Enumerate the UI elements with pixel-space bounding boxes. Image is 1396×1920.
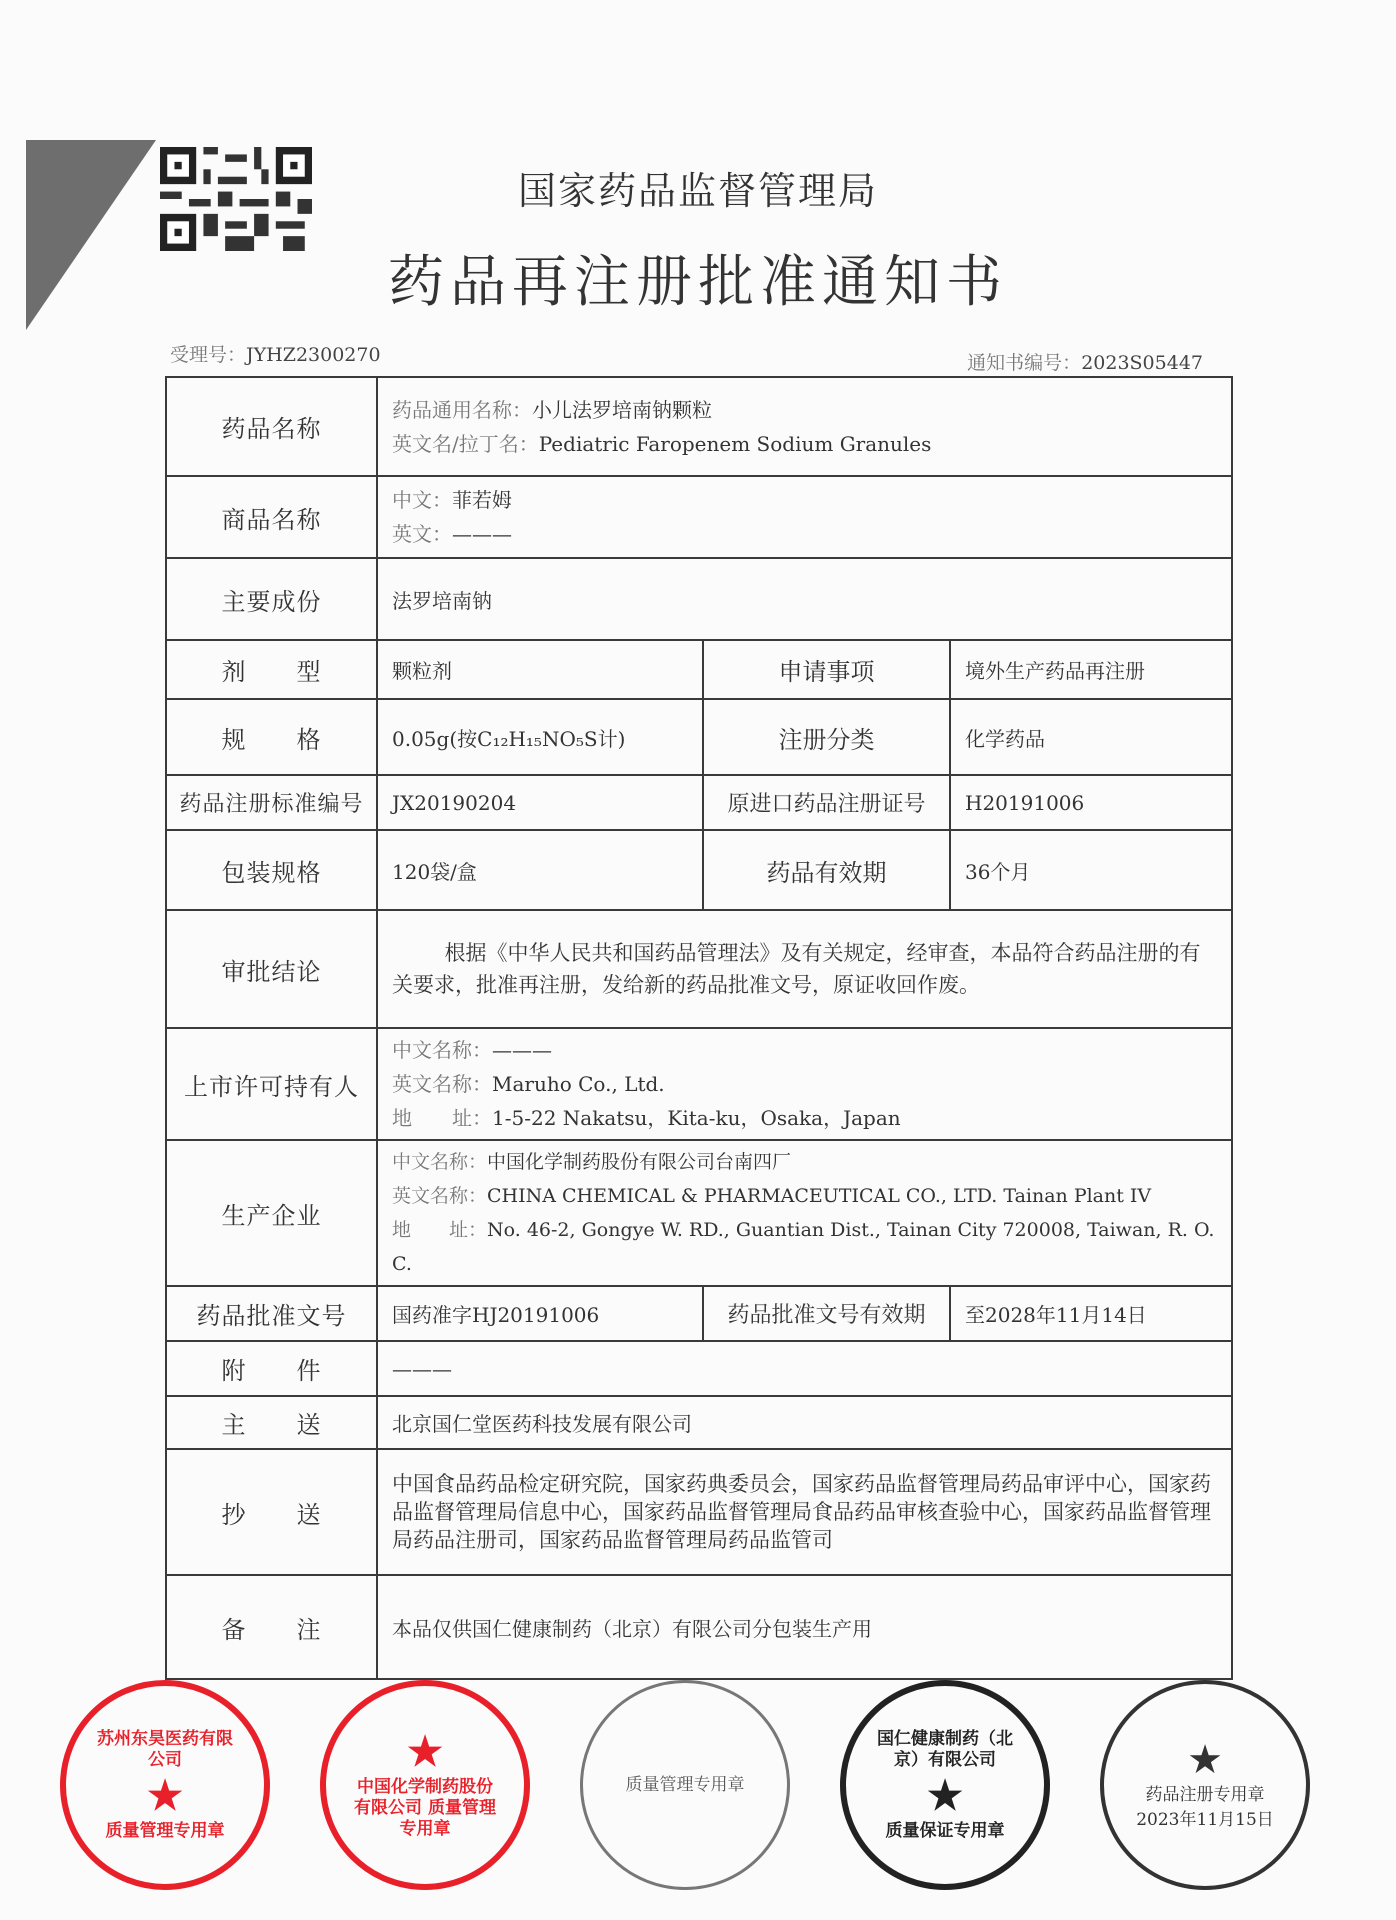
trade-name-cn: 菲若姆 (452, 488, 512, 512)
star-icon: ★ (927, 1771, 963, 1819)
value: 36个月 (950, 830, 1232, 910)
value: 北京国仁堂医药科技发展有限公司 (377, 1396, 1232, 1449)
row-conclusion (166, 910, 1232, 1028)
notice-number (967, 348, 1203, 375)
label: 药品批准文号有效期 (703, 1286, 950, 1341)
row-main-recipient (166, 1396, 1232, 1449)
key: 英文名称： (392, 1185, 488, 1207)
key: 英文名称： (392, 1072, 492, 1096)
star-icon: ★ (407, 1727, 443, 1775)
key: 地 址： (392, 1219, 488, 1241)
label: 申请事项 (703, 640, 950, 699)
label: 注册分类 (703, 699, 950, 775)
row-dosage (166, 640, 1232, 699)
label: 上市许可持有人 (166, 1028, 377, 1140)
cc-text: 中国食品药品检定研究院，国家药典委员会，国家药品监督管理局药品审评中心，国家药品监督管理局信息中心，国家药品监督管理局食品药品审核查验中心，国家药品监督管理局药品注册司，国家药品监督管理局药品监管司 (377, 1449, 1232, 1575)
row-ingredient (166, 558, 1232, 640)
value: 国药准字HJ20191006 (377, 1286, 703, 1341)
label: 原进口药品注册证号 (703, 775, 950, 830)
acceptance-value: JYHZ2300270 (246, 344, 381, 366)
value: 颗粒剂 (377, 640, 703, 699)
value: 境外生产药品再注册 (950, 640, 1232, 699)
row-drug-name (166, 377, 1232, 476)
row-attachment (166, 1341, 1232, 1396)
label: 审批结论 (166, 910, 377, 1028)
manufacturer-en: CHINA CHEMICAL & PHARMACEUTICAL CO., LTD. Tainan Plant IV (487, 1185, 1152, 1207)
star-icon: ★ (147, 1771, 183, 1819)
acceptance-label: 受理号： (170, 344, 247, 366)
key: 中文名称： (392, 1038, 492, 1062)
manufacturer-address: No. 46-2, Gongye W. RD., Guantian Dist., Tainan City 720008, Taiwan, R. O. C. (392, 1219, 1215, 1275)
conclusion-text: 根据《中华人民共和国药品管理法》及有关规定，经审查，本品符合药品注册的有关要求，批准再注册，发给新的药品批准文号，原证收回作废。 (377, 910, 1232, 1028)
key: 中文： (392, 488, 452, 512)
ingredient-value: 法罗培南钠 (377, 558, 1232, 640)
manufacturer-cn: 中国化学制药股份有限公司台南四厂 (487, 1151, 792, 1173)
generic-name: 小儿法罗培南钠颗粒 (532, 397, 712, 422)
label: 主 送 (166, 1396, 377, 1449)
row-cc (166, 1449, 1232, 1575)
value: JX20190204 (377, 775, 703, 830)
value: 0.05g(按C₁₂H₁₅NO₅S计) (377, 699, 703, 775)
row-approval (166, 1286, 1232, 1341)
value: 化学药品 (950, 699, 1232, 775)
english-name: Pediatric Faropenem Sodium Granules (538, 431, 932, 456)
value: 至2028年11月14日 (950, 1286, 1232, 1341)
label: 药品批准文号 (166, 1286, 377, 1341)
key: 药品通用名称： (392, 397, 532, 422)
key: 中文名称： (392, 1151, 488, 1173)
key: 地 址： (392, 1106, 492, 1130)
row-package (166, 830, 1232, 910)
seal-text-top: 国仁健康制药（北京）有限公司 (877, 1728, 1013, 1770)
seal-text-bottom: 质量保证专用章 (885, 1820, 1005, 1841)
acceptance-number (170, 340, 381, 367)
seal-text-top: 苏州东昊医药有限公司 (97, 1728, 233, 1770)
label: 备 注 (166, 1575, 377, 1679)
seal-text: 药品注册专用章 (1145, 1785, 1265, 1805)
label: 主要成份 (166, 558, 377, 640)
faint-gray-seal (580, 1680, 790, 1890)
holder-en: Maruho Co., Ltd. (492, 1072, 665, 1096)
row-trade-name (166, 476, 1232, 558)
agency-name: 国家药品监督管理局 (517, 169, 878, 213)
star-icon: ★ (1187, 1737, 1223, 1783)
value: H20191006 (950, 775, 1232, 830)
label: 规 格 (166, 699, 377, 775)
label: 生产企业 (166, 1140, 377, 1286)
row-spec (166, 699, 1232, 775)
key: 英文： (392, 522, 452, 546)
approval-table (165, 376, 1233, 1680)
label: 药品有效期 (703, 830, 950, 910)
document-title: 药品再注册批准通知书 (388, 250, 1008, 315)
red-distributor-seal (60, 1680, 270, 1890)
seal-date: 2023年11月15日 (1136, 1810, 1274, 1830)
seal-text-bottom: 质量管理专用章 (105, 1820, 225, 1841)
key: 英文名/拉丁名： (392, 431, 539, 456)
row-remark (166, 1575, 1232, 1679)
value: 120袋/盒 (377, 830, 703, 910)
holder-cn: ——— (492, 1038, 552, 1062)
seal-text: 中国化学制药股份有限公司 质量管理专用章 (354, 1776, 496, 1839)
label: 附 件 (166, 1341, 377, 1396)
row-standard (166, 775, 1232, 830)
value: ——— (377, 1341, 1232, 1396)
notice-label: 通知书编号： (967, 352, 1082, 374)
row-manufacturer (166, 1140, 1232, 1286)
label: 剂 型 (166, 640, 377, 699)
label: 药品名称 (166, 377, 377, 476)
label: 抄 送 (166, 1449, 377, 1575)
row-holder (166, 1028, 1232, 1140)
notice-value: 2023S05447 (1081, 352, 1203, 374)
red-company-seal (320, 1680, 530, 1890)
seal-text: 质量管理专用章 (625, 1774, 745, 1795)
black-company-seal (840, 1680, 1050, 1890)
trade-name-en: ——— (452, 522, 512, 546)
label: 药品注册标准编号 (166, 775, 377, 830)
holder-address: 1-5-22 Nakatsu，Kita-ku，Osaka，Japan (492, 1106, 901, 1130)
label: 商品名称 (166, 476, 377, 558)
label: 包装规格 (166, 830, 377, 910)
remark-text: 本品仅供国仁健康制药（北京）有限公司分包装生产用 (377, 1575, 1232, 1679)
registration-seal (1100, 1680, 1310, 1890)
